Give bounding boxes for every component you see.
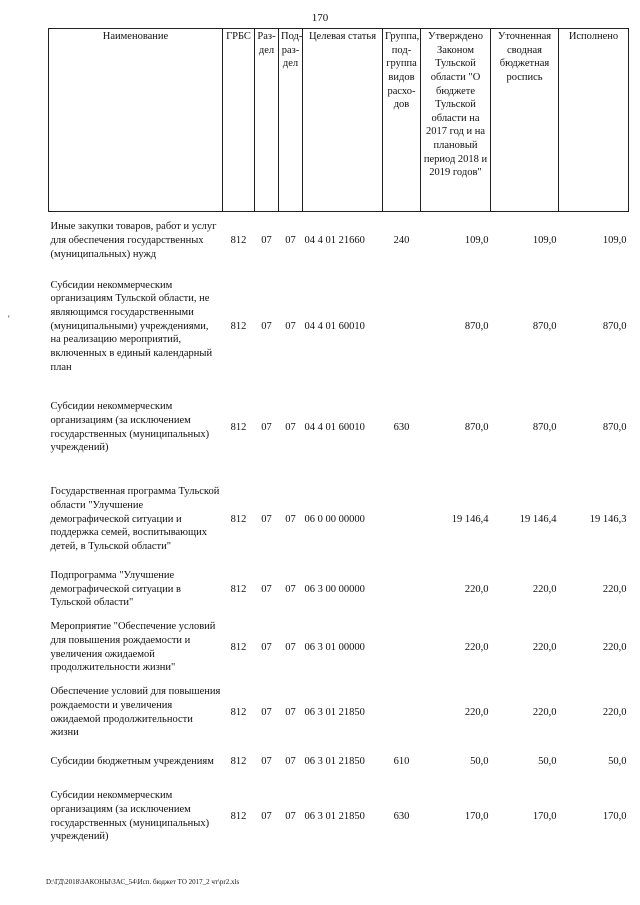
col-header-section: Раз-дел	[255, 29, 279, 212]
table-row	[49, 212, 629, 270]
row-group: 610	[393, 755, 410, 767]
row-grbs: 812	[230, 706, 247, 718]
page-number: 170	[311, 12, 329, 24]
row-target: 04 4 01 21660	[304, 234, 365, 246]
row-group: 630	[393, 810, 410, 822]
row-group	[383, 472, 421, 568]
row-executed: 220,0	[602, 641, 627, 653]
row-name: Субсидии некоммерческим организациям (за исключением государственных (муниципальных) учреждений)	[50, 790, 210, 843]
row-executed: 170,0	[602, 810, 627, 822]
row-subsection: 07	[285, 513, 296, 525]
row-grbs: 812	[230, 421, 247, 433]
row-executed: 19 146,3	[589, 513, 627, 525]
row-name: Обеспечение условий для повышения рождаемости и увеличения ожидаемой продолжительности жизни	[50, 686, 221, 739]
row-subsection: 07	[285, 583, 296, 595]
row-section: 07	[261, 706, 272, 718]
col-header-executed: Исполнено	[559, 29, 629, 212]
row-target: 04 4 01 60010	[304, 320, 365, 332]
row-revised: 870,0	[532, 421, 557, 433]
col-header-subsection: Под-раз-дел	[279, 29, 303, 212]
row-grbs: 812	[230, 641, 247, 653]
row-approved: 19 146,4	[451, 513, 489, 525]
row-group: 630	[393, 421, 410, 433]
row-approved: 220,0	[464, 641, 489, 653]
row-grbs: 812	[230, 755, 247, 767]
row-revised: 220,0	[532, 706, 557, 718]
row-revised: 220,0	[532, 583, 557, 595]
row-target: 06 3 01 21850	[304, 755, 365, 767]
row-target: 06 3 01 00000	[304, 641, 365, 653]
row-name: Субсидии некоммерческим организациям Тульской области, не являющимся государственными (муниципальными) учреждениями, на реализацию мероприятий, включенных в единый календарный план	[50, 279, 213, 373]
row-approved: 870,0	[464, 320, 489, 332]
row-section: 07	[261, 320, 272, 332]
row-approved: 220,0	[464, 706, 489, 718]
row-subsection: 07	[285, 706, 296, 718]
row-subsection: 07	[285, 755, 296, 767]
row-name: Иные закупки товаров, работ и услуг для обеспечения государственных (муниципальных) нужд	[50, 221, 217, 260]
footer-file-path: D:\ГД\2018\ЗАКОНЫ\ЗАС_54\Исп. бюджет ТО 2017_2 чт\pr2.xls	[46, 878, 240, 886]
row-revised: 170,0	[532, 810, 557, 822]
row-executed: 220,0	[602, 706, 627, 718]
row-grbs: 812	[230, 320, 247, 332]
row-subsection: 07	[285, 641, 296, 653]
row-executed: 870,0	[602, 320, 627, 332]
row-grbs: 812	[230, 583, 247, 595]
row-revised: 19 146,4	[519, 513, 557, 525]
table-row	[49, 782, 629, 852]
row-approved: 170,0	[464, 810, 489, 822]
row-name: Мероприятие "Обеспечение условий для повышения рождаемости и увеличения ожидаемой продолжительности жизни"	[50, 621, 216, 674]
row-subsection: 07	[285, 421, 296, 433]
row-section: 07	[261, 421, 272, 433]
row-subsection: 07	[285, 234, 296, 246]
table-row	[49, 742, 629, 782]
row-revised: 220,0	[532, 641, 557, 653]
table-row	[49, 384, 629, 472]
margin-mark: '	[8, 314, 10, 324]
row-executed: 50,0	[608, 755, 627, 767]
row-name: Подпрограмма "Улучшение демографической ситуации в Тульской области"	[50, 570, 181, 609]
row-target: 06 3 01 21850	[304, 706, 365, 718]
row-grbs: 812	[230, 513, 247, 525]
row-name: Субсидии некоммерческим организациям (за исключением государственных (муниципальных) учреждений)	[50, 401, 210, 454]
row-name: Субсидии бюджетным учреждениям	[50, 755, 214, 767]
row-group	[383, 612, 421, 684]
row-grbs: 812	[230, 810, 247, 822]
row-section: 07	[261, 755, 272, 767]
row-executed: 870,0	[602, 421, 627, 433]
table-header-row	[49, 29, 629, 212]
row-group	[383, 270, 421, 384]
row-name: Государственная программа Тульской области "Улучшение демографической ситуации и поддержка семей, воспитывающих детей, в Тульской области"	[50, 486, 220, 552]
row-target: 06 0 00 00000	[304, 513, 365, 525]
row-executed: 220,0	[602, 583, 627, 595]
row-group: 240	[393, 234, 410, 246]
table-row	[49, 612, 629, 684]
row-target: 04 4 01 60010	[304, 421, 365, 433]
col-header-revised: Уточненная сводная бюджетная роспись	[491, 29, 559, 212]
col-header-approved: Утверждено Законом Тульской области "О бюджете Тульской области на 2017 год и на плановый период 2018 и 2019 годов"	[421, 29, 491, 212]
col-header-group: Группа, под-группа видов расхо-дов	[383, 29, 421, 212]
row-subsection: 07	[285, 320, 296, 332]
row-executed: 109,0	[602, 234, 627, 246]
col-header-target: Целевая статья	[303, 29, 383, 212]
table-row	[49, 472, 629, 568]
row-section: 07	[261, 234, 272, 246]
table-row	[49, 270, 629, 384]
row-section: 07	[261, 583, 272, 595]
row-group	[383, 568, 421, 612]
row-approved: 220,0	[464, 583, 489, 595]
row-section: 07	[261, 641, 272, 653]
row-grbs: 812	[230, 234, 247, 246]
table-row	[49, 568, 629, 612]
col-header-name: Наименование	[49, 29, 223, 212]
row-section: 07	[261, 513, 272, 525]
row-target: 06 3 00 00000	[304, 583, 365, 595]
row-revised: 50,0	[538, 755, 557, 767]
row-target: 06 3 01 21850	[304, 810, 365, 822]
table-row	[49, 684, 629, 742]
row-approved: 870,0	[464, 421, 489, 433]
row-revised: 870,0	[532, 320, 557, 332]
row-section: 07	[261, 810, 272, 822]
row-subsection: 07	[285, 810, 296, 822]
row-approved: 109,0	[464, 234, 489, 246]
row-approved: 50,0	[470, 755, 489, 767]
budget-table	[48, 28, 629, 852]
row-group	[383, 684, 421, 742]
col-header-grbs: ГРБС	[223, 29, 255, 212]
row-revised: 109,0	[532, 234, 557, 246]
